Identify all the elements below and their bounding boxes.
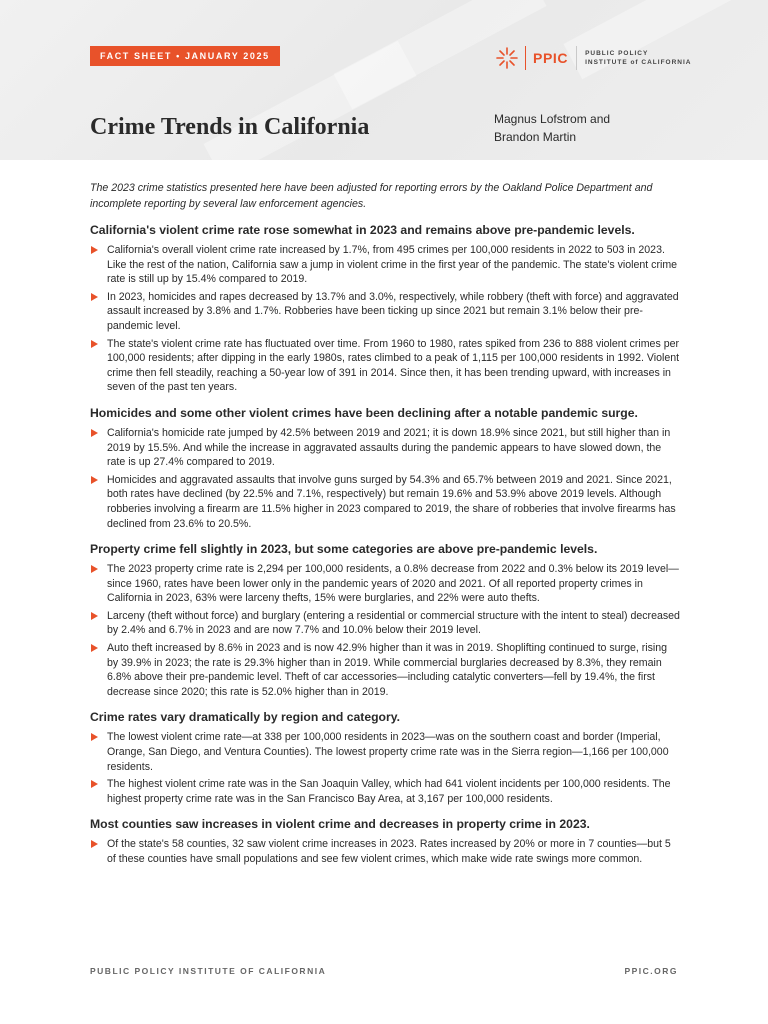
logo-line-1: PUBLIC POLICY — [585, 50, 649, 57]
list-item-text: Auto theft increased by 8.6% in 2023 and is now 42.9% higher than it was in 2019. Shoplifting continued to surge, rising by 39.9% in 2023; the rate is 29.3% higher than in 2019. While commercial burglaries decreased by 8.3%, they remain 6.8% above their pre-pandemic level. Theft of car accessories—including catalytic converters—fell by 19.4%, the first decrease since 2020; this rate is 52.0% higher than in 2019. — [107, 642, 668, 698]
triangle-bullet-icon — [91, 733, 98, 741]
list-item — [90, 730, 680, 774]
list-item — [90, 337, 680, 395]
triangle-bullet-icon — [91, 429, 98, 437]
list-item-text: California's overall violent crime rate increased by 1.7%, from 495 crimes per 100,000 residents in 2022 to 503 in 2023. Like the rest of the nation, California saw a jump in violent crime in the first year of the pandemic. The state's violent crime rate is still up by 15.4% compared to 2019. — [107, 244, 678, 286]
author-line: Magnus Lofstrom and — [494, 112, 611, 126]
section-heading: Crime rates vary dramatically by region and category. — [90, 710, 401, 725]
list-item-text: The lowest violent crime rate—at 338 per 100,000 residents in 2023—was on the southern coast and border (Imperial, Orange, San Diego, and Ventura Counties). The lowest property crime rate was in the Sierra region—1,166 per 100,000 residents. — [107, 731, 669, 773]
list-item-text: The highest violent crime rate was in the San Joaquin Valley, which had 641 violent incidents per 100,000 residents. The highest property crime rate was in the San Francisco Bay Area, at 3,167 per 100,000 residents. — [107, 778, 671, 805]
intro-note: The 2023 crime statistics presented here have been adjusted for reporting errors by the Oakland Police Department and incomplete reporting by several law enforcement agencies. — [90, 182, 653, 210]
ppic-logo[interactable] — [494, 44, 692, 72]
list-item-text: In 2023, homicides and rapes decreased by 13.7% and 3.0%, respectively, while robbery (theft with force) and aggravated assault increased by 3.8% and 1.7%. Robberies have been ticking up since 2021 but remain 3.1% below their pre-pandemic level. — [107, 290, 679, 332]
fact-sheet-badge: FACT SHEET • JANUARY 2025 — [90, 46, 280, 66]
triangle-bullet-icon — [91, 780, 98, 788]
logo-institute-name — [585, 49, 691, 67]
list-item — [90, 837, 680, 866]
section-homicides — [90, 405, 680, 531]
logo-divider — [576, 46, 577, 70]
footer-website-link[interactable]: PPIC.ORG — [624, 966, 678, 976]
list-item-text: The state's violent crime rate has fluctuated over time. From 1960 to 1980, rates spiked from 236 to 888 violent crimes per 100,000 residents; after dipping in the early 1980s, rates climbed to a peak of 1,115 per 100,000 residents in 1992. Violent crime then fell steadily, reaching a 50-year low of 391 in 2014. Since then, it has been trending upward, with increases in seven of the past ten years. — [107, 337, 680, 394]
section-regions — [90, 709, 680, 806]
triangle-bullet-icon — [91, 246, 98, 254]
list-item — [90, 426, 680, 470]
list-item — [90, 641, 680, 699]
logo-wordmark: PPIC — [533, 50, 569, 66]
page-title: Crime Trends in California — [90, 114, 370, 140]
section-heading: Homicides and some other violent crimes have been declining after a notable pandemic surge. — [90, 405, 638, 420]
list-item — [90, 777, 680, 806]
section-heading: Most counties saw increases in violent crime and decreases in property crime in 2023. — [90, 817, 590, 832]
list-item — [90, 290, 680, 334]
sunburst-icon — [494, 45, 520, 71]
section-heading: California's violent crime rate rose somewhat in 2023 and remains above pre-pandemic levels. — [90, 223, 635, 237]
main-content — [90, 180, 680, 877]
triangle-bullet-icon — [91, 840, 98, 848]
section-heading: Property crime fell slightly in 2023, but some categories are above pre-pandemic levels. — [90, 542, 598, 557]
triangle-bullet-icon — [91, 293, 98, 301]
triangle-bullet-icon — [91, 565, 98, 573]
list-item — [90, 562, 680, 606]
section-counties — [90, 816, 680, 866]
page-header — [0, 0, 768, 160]
triangle-bullet-icon — [91, 644, 98, 652]
list-item-text: Homicides and aggravated assaults that involve guns surged by 54.3% and 65.7% between 2019 and 2021. Since 2021, both rates have declined (by 22.5% and 7.1%, respectively) but remain 19.6% and 53.9% above 2019 levels. Although robberies involving a firearm are 11.5% higher in 2023 compared to 2019, the share of robberies that involve firearms has declined from 23.6% to 20.5%. — [107, 473, 676, 530]
footer-institute-name: PUBLIC POLICY INSTITUTE OF CALIFORNIA — [90, 966, 327, 976]
list-item-text: Larceny (theft without force) and burglary (entering a residential or commercial structure with the intent to steal) decreased by 2.4% and 6.7% in 2023 and are now 7.7% and 10.0% below their 2019 level. — [107, 609, 680, 637]
section-violent-crime — [90, 222, 680, 395]
logo-line-2: INSTITUTE of CALIFORNIA — [585, 59, 692, 66]
list-item — [90, 609, 680, 638]
authors — [494, 110, 694, 146]
list-item-text: The 2023 property crime rate is 2,294 per 100,000 residents, a 0.8% decrease from 2022 and 0.3% below its 2019 level—since 1960, rates have been lower only in the pandemic years of 2020 and 2021. Of all reported property crimes in California in 2023, 63% were larceny thefts, 15% were burglaries, and 22% were auto thefts. — [107, 563, 679, 605]
section-property-crime — [90, 541, 680, 699]
triangle-bullet-icon — [91, 612, 98, 620]
triangle-bullet-icon — [91, 476, 98, 484]
list-item — [90, 243, 680, 287]
page-footer — [90, 966, 678, 976]
list-item-text: Of the state's 58 counties, 32 saw violent crime increases in 2023. Rates increased by 20% or more in 7 counties—but 5 of these counties have small populations and see few violent crimes, which make wide rate swings more common. — [107, 838, 671, 865]
author-line: Brandon Martin — [494, 130, 577, 144]
logo-divider — [525, 46, 526, 70]
list-item — [90, 473, 680, 531]
triangle-bullet-icon — [91, 340, 98, 348]
list-item-text: California's homicide rate jumped by 42.5% between 2019 and 2021; it is down 18.9% since 2021, but still higher than in 2019 by 15.5%. And while the increase in aggravated assaults during the pandemic appears to have slowed down, the rate is up 27.4% compared to 2019. — [107, 426, 671, 469]
